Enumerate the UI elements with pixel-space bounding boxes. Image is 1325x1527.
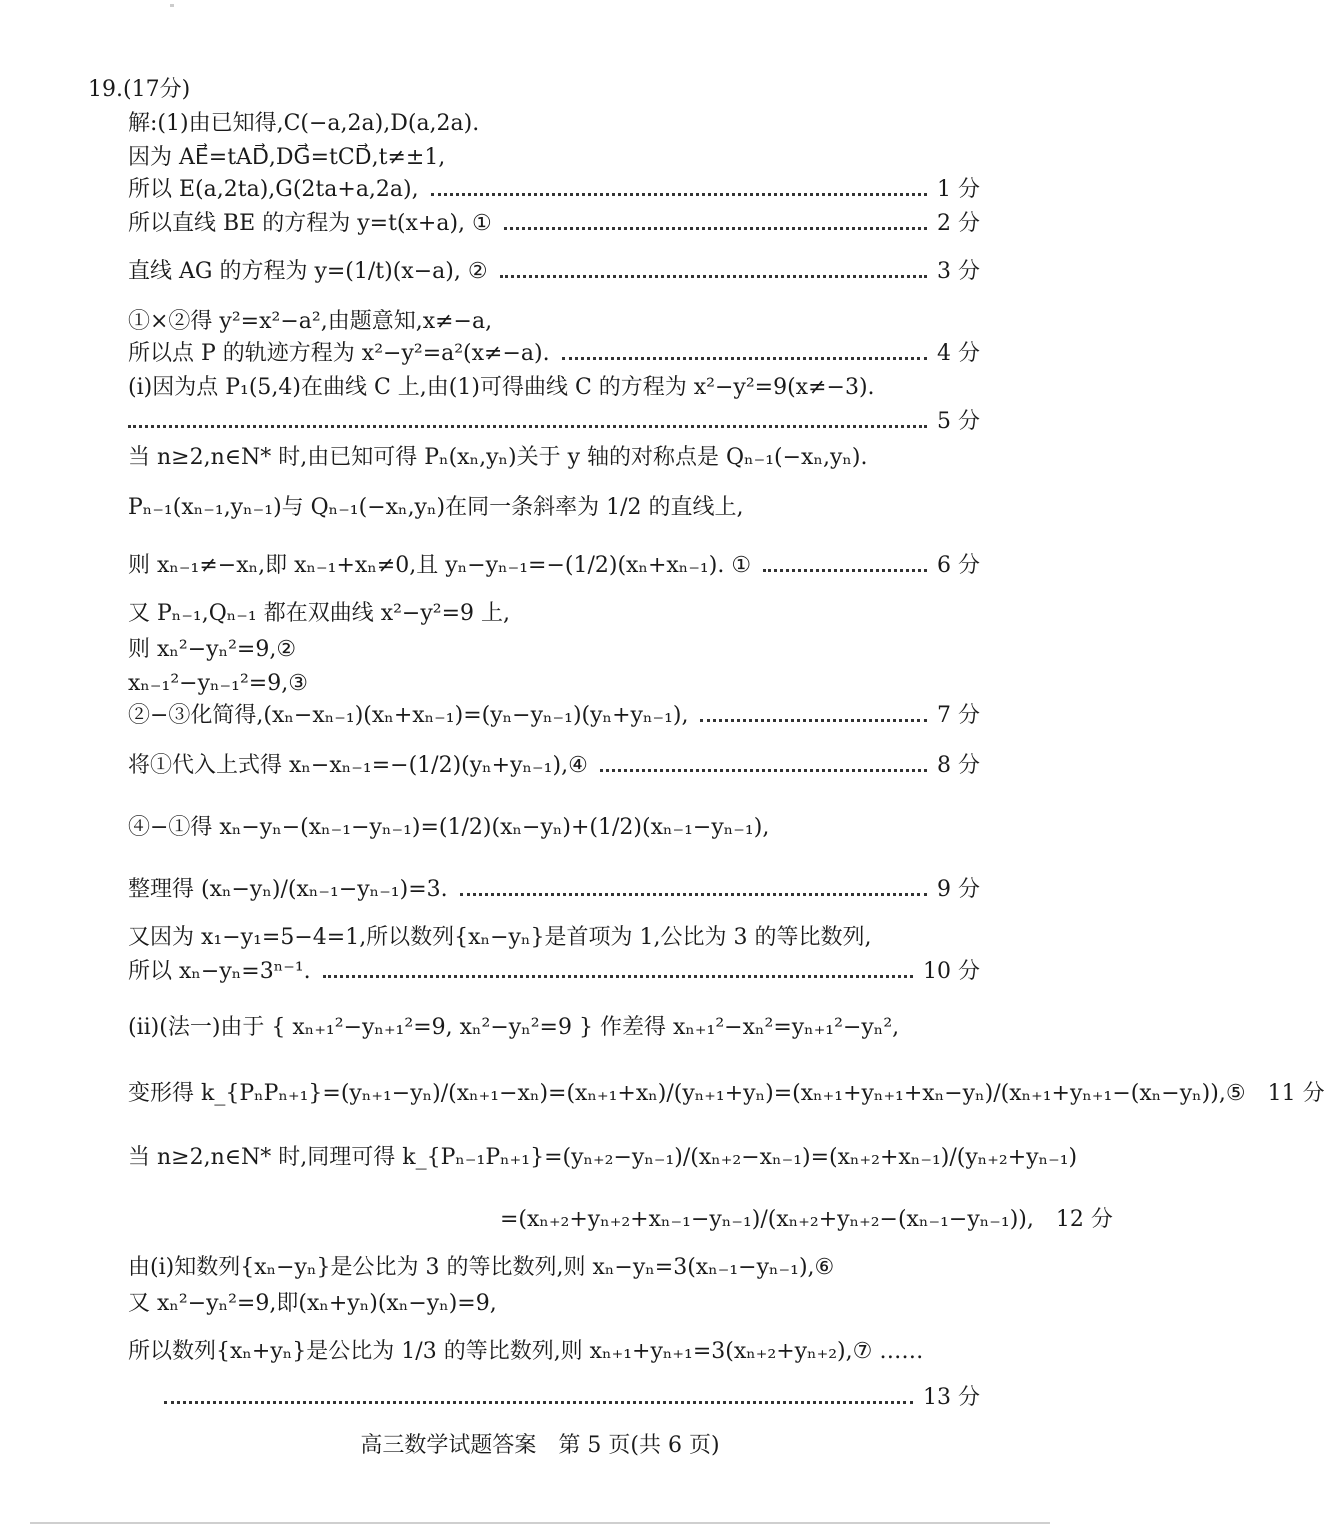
solution-line <box>500 1204 1113 1236</box>
leader-dots <box>562 357 927 360</box>
solution-line <box>128 406 980 438</box>
question-header <box>88 74 190 106</box>
leader-dots <box>431 193 927 196</box>
solution-line <box>128 598 980 630</box>
bottom-rule <box>30 1522 1050 1524</box>
line-score: 3 分 <box>937 259 980 284</box>
solution-line <box>128 922 980 954</box>
line-score: 13 分 <box>923 1385 980 1410</box>
line-text: 直线 AG 的方程为 y=(1/t)(x−a), ② <box>128 259 488 284</box>
solution-line <box>128 108 980 140</box>
line-score: 2 分 <box>937 211 980 236</box>
line-text: 又因为 x₁−y₁=5−4=1,所以数列{xₙ−yₙ}是首项为 1,公比为 3 的等比数列, <box>128 925 872 950</box>
solution-line <box>128 492 980 524</box>
solution-line <box>128 1288 980 1320</box>
leader-dots <box>500 275 927 278</box>
line-score: 5 分 <box>937 409 980 434</box>
line-score: 11 分 <box>1267 1081 1325 1106</box>
line-text: 解:(1)由已知得,C(−a,2a),D(a,2a). <box>128 111 480 136</box>
line-text: ①×②得 y²=x²−a²,由题意知,x≠−a, <box>128 309 493 334</box>
solution-line <box>128 1336 980 1368</box>
line-text: 由(ⅰ)知数列{xₙ−yₙ}是公比为 3 的等比数列,则 xₙ−yₙ=3(xₙ₋₁−yₙ₋₁),⑥ <box>128 1255 835 1280</box>
solution-line <box>128 812 980 844</box>
line-score: 6 分 <box>937 553 980 578</box>
leader-dots <box>763 569 927 572</box>
solution-line <box>128 956 980 988</box>
question-number: 19. <box>88 77 123 102</box>
solution-line <box>128 700 980 732</box>
line-text: 所以点 P 的轨迹方程为 x²−y²=a²(x≠−a). <box>128 341 550 366</box>
line-text: xₙ₋₁²−yₙ₋₁²=9,③ <box>128 671 308 696</box>
line-text: (ⅱ)(法一)由于 { xₙ₊₁²−yₙ₊₁²=9, xₙ²−yₙ²=9 } 作差得 xₙ₊₁²−xₙ²=yₙ₊₁²−yₙ², <box>128 1015 900 1040</box>
line-score: 8 分 <box>937 753 980 778</box>
leader-dots <box>460 893 927 896</box>
solution-line <box>164 1382 980 1414</box>
line-score: 7 分 <box>937 703 980 728</box>
line-text: 因为 AE⃗=tAD⃗,DG⃗=tCD⃗,t≠±1, <box>128 145 446 170</box>
leader-dots <box>600 769 927 772</box>
solution-line <box>128 550 980 582</box>
page-footer: 高三数学试题答案 第 5 页(共 6 页) <box>360 1433 720 1458</box>
line-text: 则 xₙ₋₁≠−xₙ,即 xₙ₋₁+xₙ≠0,且 yₙ−yₙ₋₁=−(1/2)(xₙ+xₙ₋₁). ① <box>128 553 752 578</box>
solution-line <box>128 1142 1078 1174</box>
solution-line <box>128 442 980 474</box>
solution-line <box>128 874 980 906</box>
line-text: 所以数列{xₙ+yₙ}是公比为 1/3 的等比数列,则 xₙ₊₁+yₙ₊₁=3(xₙ₊₂+yₙ₊₂),⑦ …… <box>128 1339 924 1364</box>
line-score: 9 分 <box>937 877 980 902</box>
solution-line <box>128 256 980 288</box>
line-text: (ⅰ)因为点 P₁(5,4)在曲线 C 上,由(1)可得曲线 C 的方程为 x²−y²=9(x≠−3). <box>128 375 875 400</box>
solution-line <box>128 142 980 174</box>
line-text: 所以直线 BE 的方程为 y=t(x+a), ① <box>128 211 492 236</box>
solution-line <box>128 1012 980 1044</box>
solution-line <box>128 208 980 240</box>
leader-dots <box>700 719 927 722</box>
solution-line <box>128 372 980 404</box>
line-score: 10 分 <box>923 959 980 984</box>
leader-dots <box>323 975 913 978</box>
solution-line <box>128 668 980 700</box>
solution-line <box>128 634 980 666</box>
line-score: 4 分 <box>937 341 980 366</box>
line-text: 所以 xₙ−yₙ=3ⁿ⁻¹. <box>128 959 311 984</box>
line-text: 所以 E(a,2ta),G(2ta+a,2a), <box>128 177 419 202</box>
line-text: Pₙ₋₁(xₙ₋₁,yₙ₋₁)与 Qₙ₋₁(−xₙ,yₙ)在同一条斜率为 1/2 的直线上, <box>128 495 744 520</box>
line-text: ②−③化简得,(xₙ−xₙ₋₁)(xₙ+xₙ₋₁)=(yₙ−yₙ₋₁)(yₙ+yₙ₋₁), <box>128 703 689 728</box>
solution-line <box>128 750 980 782</box>
line-text: 则 xₙ²−yₙ²=9,② <box>128 637 297 662</box>
line-text: =(xₙ₊₂+yₙ₊₂+xₙ₋₁−yₙ₋₁)/(xₙ₊₂+yₙ₊₂−(xₙ₋₁−yₙ₋₁)), <box>500 1207 1034 1232</box>
scan-mark <box>170 4 174 7</box>
line-text: 当 n≥2,n∈N* 时,由已知可得 Pₙ(xₙ,yₙ)关于 y 轴的对称点是 Qₙ₋₁(−xₙ,yₙ). <box>128 445 868 470</box>
solution-line <box>128 1252 980 1284</box>
line-text: 将①代入上式得 xₙ−xₙ₋₁=−(1/2)(yₙ+yₙ₋₁),④ <box>128 753 588 778</box>
line-score: 12 分 <box>1055 1207 1113 1232</box>
solution-line <box>128 1078 1325 1110</box>
solution-line <box>128 174 980 206</box>
line-text: ④−①得 xₙ−yₙ−(xₙ₋₁−yₙ₋₁)=(1/2)(xₙ−yₙ)+(1/2)(xₙ₋₁−yₙ₋₁), <box>128 815 770 840</box>
line-text: 又 xₙ²−yₙ²=9,即(xₙ+yₙ)(xₙ−yₙ)=9, <box>128 1291 497 1316</box>
leader-dots <box>164 1401 913 1404</box>
leader-dots <box>504 227 927 230</box>
line-text: 又 Pₙ₋₁,Qₙ₋₁ 都在双曲线 x²−y²=9 上, <box>128 601 511 626</box>
line-text: 整理得 (xₙ−yₙ)/(xₙ₋₁−yₙ₋₁)=3. <box>128 877 448 902</box>
line-text: 当 n≥2,n∈N* 时,同理可得 k_{Pₙ₋₁Pₙ₊₁}=(yₙ₊₂−yₙ₋₁)/(xₙ₊₂−xₙ₋₁)=(xₙ₊₂+xₙ₋₁)/(yₙ₊₂+yₙ₋₁) <box>128 1145 1078 1170</box>
solution-line <box>128 306 980 338</box>
leader-dots <box>128 425 927 428</box>
question-points: (17分) <box>123 77 191 102</box>
line-score: 1 分 <box>937 177 980 202</box>
solution-line <box>128 338 980 370</box>
line-text: 变形得 k_{PₙPₙ₊₁}=(yₙ₊₁−yₙ)/(xₙ₊₁−xₙ)=(xₙ₊₁+xₙ)/(yₙ₊₁+yₙ)=(xₙ₊₁+yₙ₊₁+xₙ−yₙ)/(xₙ₊₁+yₙ₊₁−(xₙ−yₙ)),⑤ <box>128 1081 1246 1106</box>
